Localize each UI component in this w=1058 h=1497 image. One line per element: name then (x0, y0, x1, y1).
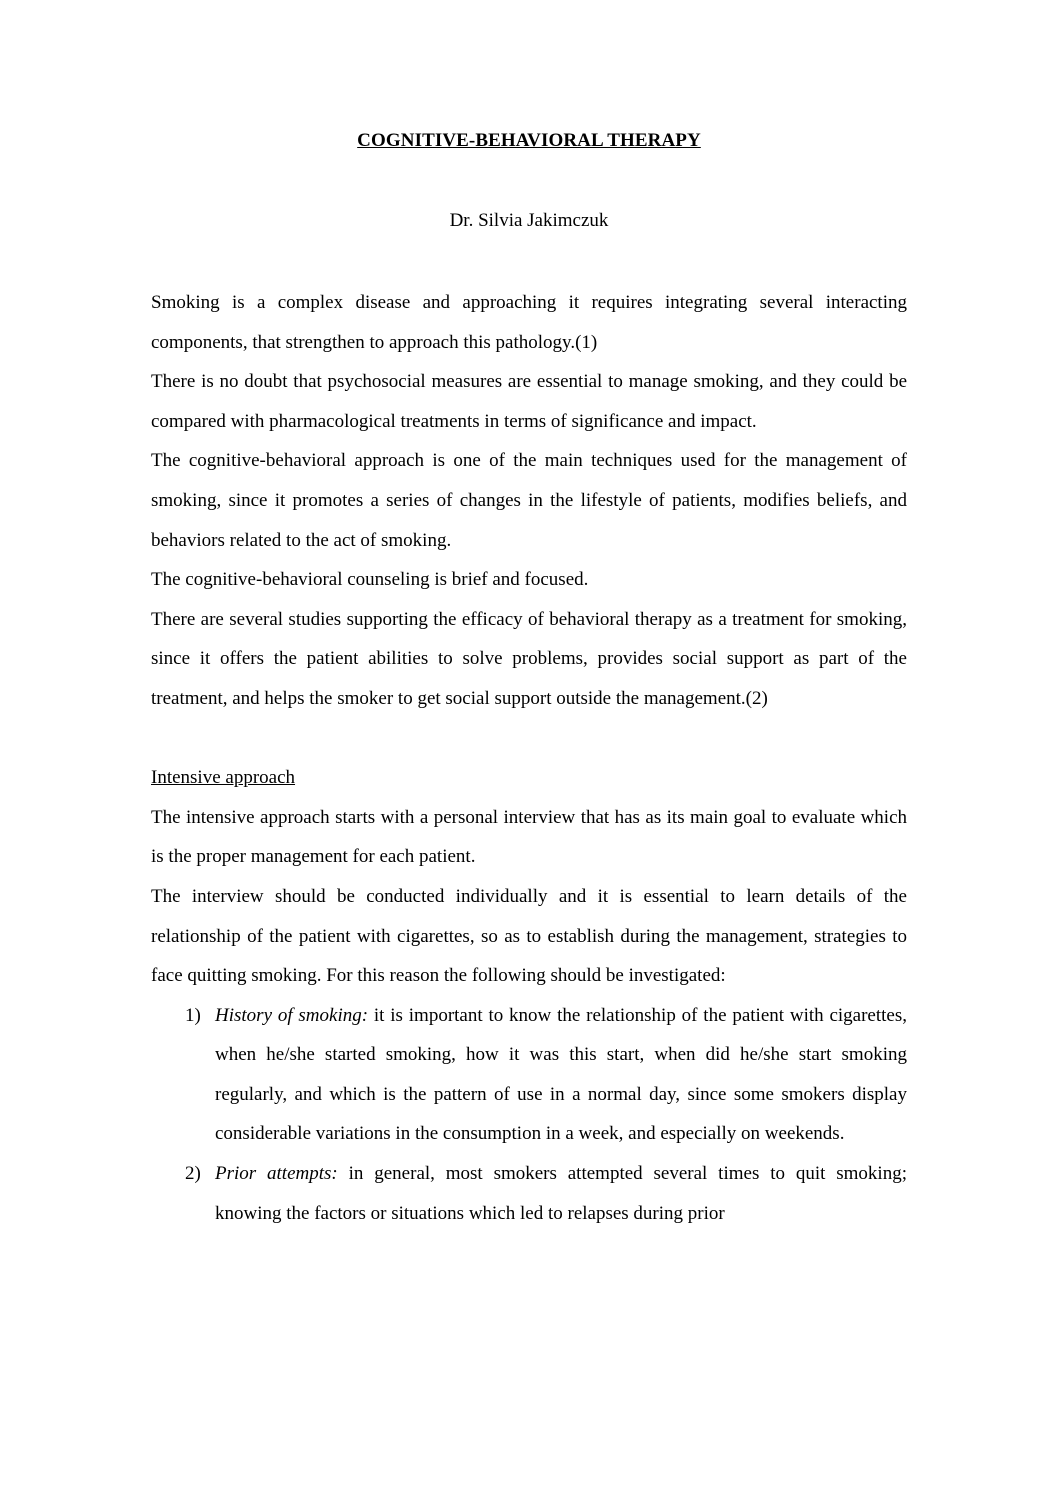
list-item-text: it is important to know the relationship of the patient with cigarettes, when he/she started smoking, how it was this start, when did he/she start smoking regularly, and which is the pattern of use in a normal day, since some smokers display considerable variations in the consumption in a week, and especially on weekends. (215, 1004, 907, 1145)
list-item-text: in general, most smokers attempted several times to quit smoking; knowing the factors or situations which led to relapses during prior (215, 1163, 907, 1224)
list-item-term: Prior attempts: (215, 1163, 338, 1185)
paragraph: Smoking is a complex disease and approaching it requires integrating several interacting components, that strengthen to approach this pathology.(1) (151, 292, 907, 353)
list-item (151, 996, 907, 1154)
document-author: Dr. Silvia Jakimczuk (449, 210, 609, 231)
list-item (151, 1154, 907, 1233)
section-spacer (151, 719, 907, 759)
list-item-number: 2) (185, 1163, 201, 1185)
list-item-number: 1) (185, 1004, 201, 1026)
section-heading: Intensive approach (151, 767, 296, 789)
paragraph: The interview should be conducted individually and it is essential to learn details of the relationship of the patient with cigarettes, so as to establish during the management, strategies to face quitting smoking. For this reason the following should be investigated: (151, 885, 907, 987)
investigation-list (151, 996, 907, 1234)
paragraph: There is no doubt that psychosocial measures are essential to manage smoking, and they could be compared with pharmacological treatments in terms of significance and impact. (151, 371, 907, 432)
paragraph: The cognitive-behavioral counseling is brief and focused. (151, 569, 589, 591)
document-title: COGNITIVE-BEHAVIORAL THERAPY (357, 130, 701, 151)
document-body (151, 283, 907, 1233)
paragraph: There are several studies supporting the efficacy of behavioral therapy as a treatment for smoking, since it offers the patient abilities to solve problems, provides social support as part of the treatment, and helps the smoker to get social support outside the management.(2) (151, 608, 907, 709)
list-item-term: History of smoking: (215, 1004, 369, 1026)
paragraph: The intensive approach starts with a personal interview that has as its main goal to evaluate which is the proper management for each patient. (151, 806, 907, 868)
paragraph: The cognitive-behavioral approach is one of the main techniques used for the management of smoking, since it promotes a series of changes in the lifestyle of patients, modifies beliefs, and behaviors related to the act of smoking. (151, 450, 907, 551)
